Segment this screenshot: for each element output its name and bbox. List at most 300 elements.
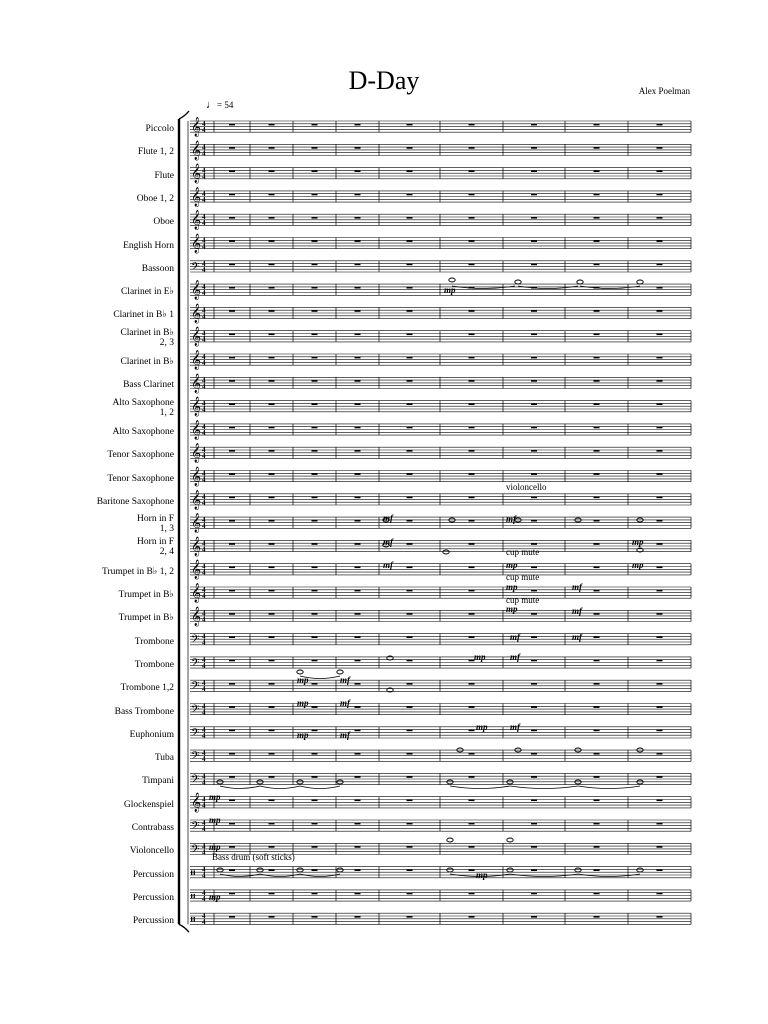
whole-rest — [269, 450, 275, 452]
whole-rest — [469, 170, 475, 172]
time-signature-lower: 4 — [202, 405, 206, 414]
whole-rest — [269, 427, 275, 429]
whole-rest — [355, 543, 361, 545]
instrument-label: Trombone — [134, 659, 174, 670]
whole-rest — [531, 194, 537, 196]
whole-rest — [229, 264, 235, 266]
dynamic-marking: mp — [506, 582, 518, 592]
whole-rest — [229, 217, 235, 219]
whole-rest — [229, 706, 235, 708]
note-head — [447, 838, 453, 842]
time-signature-lower: 4 — [202, 615, 206, 624]
whole-rest — [312, 124, 318, 126]
whole-rest — [355, 310, 361, 312]
time-signature-lower: 4 — [202, 894, 206, 903]
whole-rest — [312, 869, 318, 871]
whole-rest — [469, 264, 475, 266]
quarter-note-icon: ♩ — [206, 99, 217, 111]
instrument-label: Clarinet in B♭ — [120, 357, 174, 367]
clef-icon: 𝄞 — [191, 583, 202, 603]
composer-name: Alex Poelman — [638, 86, 690, 96]
cup-mute-text: cup mute — [506, 572, 540, 582]
instrument-label: Percussion — [132, 916, 174, 927]
whole-rest — [355, 194, 361, 196]
time-signature-upper: 4 — [202, 842, 206, 851]
whole-rest — [531, 613, 537, 615]
whole-rest — [657, 450, 663, 452]
whole-rest — [229, 543, 235, 545]
whole-rest — [312, 240, 318, 242]
whole-rest — [594, 916, 600, 918]
dynamic-marking: mf — [383, 513, 393, 523]
whole-rest — [531, 916, 537, 918]
dynamic-marking: mp — [506, 560, 518, 570]
whole-rest — [657, 194, 663, 196]
whole-rest — [594, 450, 600, 452]
dynamic-marking: mf — [340, 675, 350, 685]
whole-rest — [229, 403, 235, 405]
note-head — [217, 868, 223, 872]
whole-rest — [657, 590, 663, 592]
time-signature-upper: 4 — [202, 329, 206, 338]
whole-rest — [594, 497, 600, 499]
whole-rest — [407, 636, 413, 638]
whole-rest — [355, 264, 361, 266]
whole-rest — [469, 823, 475, 825]
instrument-label: Bass Clarinet — [123, 380, 174, 391]
whole-rest — [312, 590, 318, 592]
time-signature-lower: 4 — [202, 545, 206, 554]
whole-rest — [229, 450, 235, 452]
whole-rest — [229, 194, 235, 196]
note-head — [515, 280, 521, 284]
whole-rest — [269, 846, 275, 848]
whole-rest — [407, 520, 413, 522]
whole-rest — [269, 543, 275, 545]
whole-rest — [594, 636, 600, 638]
whole-rest — [229, 753, 235, 755]
whole-rest — [269, 520, 275, 522]
instrument-label: Trumpet in B♭ — [118, 613, 174, 624]
whole-rest — [469, 730, 475, 732]
note-head — [507, 868, 513, 872]
whole-rest — [269, 730, 275, 732]
whole-rest — [312, 800, 318, 802]
whole-rest — [594, 683, 600, 685]
whole-rest — [657, 660, 663, 662]
clef-icon: 𝄞 — [191, 792, 202, 813]
clef-icon: 𝄞 — [191, 140, 202, 161]
dynamic-marking: mp — [297, 698, 309, 708]
whole-rest — [355, 357, 361, 359]
clef-icon: 𝄢 — [191, 633, 200, 649]
instrument-label: Alto Saxophone 1, 2 — [112, 397, 174, 418]
time-signature-lower: 4 — [202, 522, 206, 531]
whole-rest — [312, 730, 318, 732]
whole-rest — [594, 147, 600, 149]
whole-rest — [229, 776, 235, 778]
time-signature-upper: 4 — [202, 539, 206, 548]
whole-rest — [594, 334, 600, 336]
whole-rest — [407, 310, 413, 312]
whole-rest — [657, 753, 663, 755]
whole-rest — [312, 916, 318, 918]
whole-rest — [657, 357, 663, 359]
note-head — [575, 868, 581, 872]
whole-rest — [355, 380, 361, 382]
time-signature-lower: 4 — [202, 195, 206, 204]
clef-icon: 𝄢 — [191, 726, 200, 742]
whole-rest — [531, 730, 537, 732]
whole-rest — [229, 683, 235, 685]
whole-rest — [469, 217, 475, 219]
whole-rest — [657, 473, 663, 475]
whole-rest — [657, 683, 663, 685]
instrument-label: Contrabass — [131, 823, 174, 833]
whole-rest — [407, 147, 413, 149]
whole-rest — [355, 287, 361, 289]
whole-rest — [312, 613, 318, 615]
whole-rest — [407, 730, 413, 732]
clef-icon: 𝄞 — [191, 466, 202, 487]
whole-rest — [657, 916, 663, 918]
whole-rest — [312, 567, 318, 569]
whole-rest — [531, 450, 537, 452]
whole-rest — [269, 310, 275, 312]
time-signature-upper: 4 — [202, 189, 206, 198]
whole-rest — [269, 170, 275, 172]
whole-rest — [355, 613, 361, 615]
clef-icon: 𝄞 — [191, 373, 202, 394]
tie-curve — [580, 286, 640, 289]
whole-rest — [407, 403, 413, 405]
whole-rest — [312, 823, 318, 825]
whole-rest — [355, 730, 361, 732]
whole-rest — [312, 194, 318, 196]
whole-rest — [531, 240, 537, 242]
whole-rest — [469, 380, 475, 382]
whole-rest — [407, 753, 413, 755]
time-signature-lower: 4 — [202, 335, 206, 344]
tie-curve — [518, 286, 578, 289]
whole-rest — [229, 567, 235, 569]
whole-rest — [407, 846, 413, 848]
whole-rest — [469, 147, 475, 149]
whole-rest — [269, 240, 275, 242]
clef-icon: 𝄢 — [191, 843, 200, 859]
time-signature-lower: 4 — [202, 825, 206, 833]
instrument-label: English Horn — [123, 240, 174, 251]
whole-rest — [657, 170, 663, 172]
time-signature-lower: 4 — [202, 242, 206, 251]
whole-rest — [594, 264, 600, 266]
whole-rest — [657, 287, 663, 289]
whole-rest — [469, 590, 475, 592]
time-signature-upper: 4 — [202, 516, 206, 525]
time-signature-upper: 4 — [202, 562, 206, 571]
time-signature-lower: 4 — [202, 755, 206, 764]
time-signature-upper: 4 — [202, 819, 206, 827]
whole-rest — [312, 473, 318, 475]
instrument-label: Clarinet in B♭ 1 — [113, 310, 174, 321]
whole-rest — [355, 520, 361, 522]
whole-rest — [407, 124, 413, 126]
whole-rest — [312, 403, 318, 405]
whole-rest — [469, 706, 475, 708]
time-signature-upper: 4 — [202, 236, 206, 245]
whole-rest — [355, 473, 361, 475]
whole-rest — [355, 497, 361, 499]
whole-rest — [594, 846, 600, 848]
instrument-label: Violoncello — [129, 846, 174, 857]
whole-rest — [469, 497, 475, 499]
dynamic-marking: mp — [476, 722, 488, 732]
whole-rest — [407, 800, 413, 802]
time-signature-upper: 4 — [202, 492, 206, 501]
time-signature-upper: 4 — [202, 283, 206, 292]
whole-rest — [355, 590, 361, 592]
time-signature-upper: 4 — [202, 422, 206, 431]
whole-rest — [407, 893, 413, 895]
whole-rest — [312, 217, 318, 219]
instrument-label: Tenor Saxophone — [107, 450, 174, 461]
instrument-label: Bassoon — [141, 263, 174, 274]
instrument-label: Tenor Saxophone — [107, 473, 174, 484]
whole-rest — [407, 613, 413, 615]
whole-rest — [407, 683, 413, 685]
dynamic-marking: mp — [209, 792, 221, 802]
clef-icon: 𝄢 — [191, 656, 200, 672]
clef-icon: 𝄞 — [191, 280, 202, 301]
clef-icon: 𝄞 — [191, 559, 202, 580]
time-signature-upper: 4 — [202, 655, 206, 664]
whole-rest — [312, 776, 318, 778]
whole-rest — [657, 264, 663, 266]
clef-icon: 𝄞 — [191, 326, 202, 347]
time-signature-lower: 4 — [202, 289, 206, 298]
note-head — [337, 670, 343, 674]
time-signature-upper: 4 — [202, 725, 206, 734]
violoncello-cue-text: violoncello — [506, 482, 547, 492]
whole-rest — [355, 217, 361, 219]
whole-rest — [269, 893, 275, 895]
whole-rest — [312, 427, 318, 429]
time-signature-lower: 4 — [202, 568, 206, 577]
note-head — [637, 280, 643, 284]
whole-rest — [355, 170, 361, 172]
whole-rest — [594, 823, 600, 825]
whole-rest — [531, 170, 537, 172]
whole-rest — [657, 846, 663, 848]
whole-rest — [407, 916, 413, 918]
time-signature-upper: 4 — [202, 632, 206, 641]
note-head — [443, 550, 449, 554]
whole-rest — [657, 124, 663, 126]
instrument-label: Percussion — [132, 869, 174, 880]
whole-rest — [469, 776, 475, 778]
whole-rest — [312, 380, 318, 382]
whole-rest — [657, 776, 663, 778]
whole-rest — [657, 636, 663, 638]
whole-rest — [531, 567, 537, 569]
whole-rest — [657, 567, 663, 569]
whole-rest — [269, 660, 275, 662]
whole-rest — [657, 427, 663, 429]
whole-rest — [657, 240, 663, 242]
whole-rest — [469, 427, 475, 429]
instrument-label: Timpani — [142, 776, 174, 787]
instrument-label: Euphonium — [129, 729, 174, 740]
whole-rest — [469, 310, 475, 312]
whole-rest — [229, 590, 235, 592]
whole-rest — [229, 520, 235, 522]
clef-icon: 𝄞 — [191, 513, 202, 534]
whole-rest — [469, 124, 475, 126]
whole-rest — [312, 357, 318, 359]
whole-rest — [312, 683, 318, 685]
instrument-label: Glockenspiel — [123, 799, 174, 810]
dynamic-marking: mf — [383, 560, 393, 570]
whole-rest — [312, 147, 318, 149]
whole-rest — [407, 240, 413, 242]
dynamic-marking: mp — [476, 870, 488, 880]
whole-rest — [312, 706, 318, 708]
clef-icon: 𝄥 — [191, 889, 195, 905]
note-head — [507, 838, 513, 842]
time-signature-lower: 4 — [202, 871, 206, 880]
whole-rest — [594, 310, 600, 312]
tie-curve — [578, 786, 640, 789]
whole-rest — [269, 636, 275, 638]
clef-icon: 𝄞 — [191, 350, 202, 370]
whole-rest — [269, 590, 275, 592]
whole-rest — [657, 613, 663, 615]
whole-rest — [269, 706, 275, 708]
whole-rest — [594, 240, 600, 242]
time-signature-upper: 4 — [202, 912, 206, 921]
whole-rest — [469, 869, 475, 871]
whole-rest — [594, 776, 600, 778]
whole-rest — [531, 800, 537, 802]
time-signature-lower: 4 — [202, 708, 206, 717]
whole-rest — [229, 310, 235, 312]
whole-rest — [594, 473, 600, 475]
tie-curve — [510, 786, 578, 789]
time-signature-lower: 4 — [202, 475, 206, 484]
instrument-label: Oboe — [153, 217, 174, 228]
note-head — [257, 868, 263, 872]
whole-rest — [269, 753, 275, 755]
time-signature-upper: 4 — [202, 888, 206, 897]
whole-rest — [312, 264, 318, 266]
whole-rest — [355, 916, 361, 918]
bass-drum-text: Bass drum (soft sticks) — [212, 852, 295, 862]
whole-rest — [469, 893, 475, 895]
whole-rest — [312, 543, 318, 545]
dynamic-marking: mp — [209, 892, 221, 902]
whole-rest — [229, 869, 235, 871]
whole-rest — [469, 403, 475, 405]
instrument-label: Baritone Saxophone — [96, 496, 174, 507]
whole-rest — [657, 730, 663, 732]
whole-rest — [269, 147, 275, 149]
time-signature-lower: 4 — [202, 428, 206, 437]
whole-rest — [355, 869, 361, 871]
whole-rest — [657, 217, 663, 219]
whole-rest — [407, 357, 413, 359]
whole-rest — [469, 334, 475, 336]
whole-rest — [594, 660, 600, 662]
whole-rest — [594, 543, 600, 545]
whole-rest — [531, 846, 537, 848]
clef-icon: 𝄞 — [191, 536, 202, 557]
whole-rest — [531, 753, 537, 755]
whole-rest — [407, 380, 413, 382]
whole-rest — [469, 800, 475, 802]
time-signature-lower: 4 — [202, 778, 206, 787]
whole-rest — [531, 869, 537, 871]
time-signature-lower: 4 — [202, 731, 206, 740]
time-signature-upper: 4 — [202, 469, 206, 478]
time-signature-upper: 4 — [202, 772, 206, 781]
dynamic-marking: mp — [297, 730, 309, 740]
time-signature-upper: 4 — [202, 306, 206, 315]
time-signature-upper: 4 — [202, 446, 206, 455]
dynamic-marking: mp — [209, 842, 221, 852]
whole-rest — [355, 567, 361, 569]
whole-rest — [531, 683, 537, 685]
whole-rest — [229, 170, 235, 172]
whole-rest — [594, 800, 600, 802]
whole-rest — [269, 357, 275, 359]
whole-rest — [594, 567, 600, 569]
whole-rest — [469, 543, 475, 545]
time-signature-lower: 4 — [202, 149, 206, 158]
clef-icon: 𝄞 — [191, 396, 202, 417]
whole-rest — [594, 403, 600, 405]
time-signature-upper: 4 — [202, 143, 206, 152]
whole-rest — [229, 823, 235, 825]
whole-rest — [657, 543, 663, 545]
whole-rest — [269, 403, 275, 405]
whole-rest — [269, 473, 275, 475]
whole-rest — [407, 473, 413, 475]
whole-rest — [312, 310, 318, 312]
time-signature-upper: 4 — [202, 166, 206, 175]
whole-rest — [355, 334, 361, 336]
whole-rest — [407, 170, 413, 172]
whole-rest — [531, 776, 537, 778]
whole-rest — [269, 264, 275, 266]
dynamic-marking: mf — [506, 514, 516, 524]
whole-rest — [469, 240, 475, 242]
instrument-label: Oboe 1, 2 — [136, 193, 174, 204]
whole-rest — [594, 706, 600, 708]
whole-rest — [657, 893, 663, 895]
whole-rest — [469, 683, 475, 685]
whole-rest — [229, 846, 235, 848]
dynamic-marking: mf — [510, 632, 520, 642]
time-signature-upper: 4 — [202, 259, 206, 268]
instrument-label: Trombone 1,2 — [120, 683, 174, 694]
score-title: D-Day — [348, 66, 420, 95]
whole-rest — [355, 683, 361, 685]
whole-rest — [229, 916, 235, 918]
whole-rest — [657, 334, 663, 336]
dynamic-marking: mp — [632, 537, 644, 547]
whole-rest — [269, 380, 275, 382]
instrument-label: Flute — [154, 170, 174, 181]
